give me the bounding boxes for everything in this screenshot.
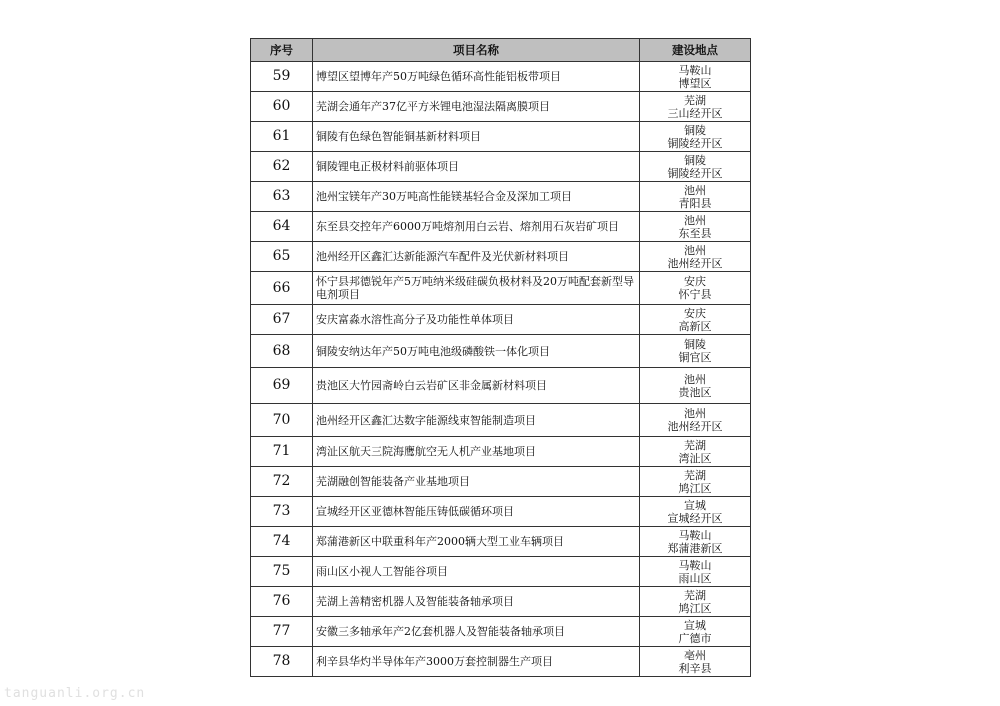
table-row [251, 62, 751, 92]
table-row [251, 587, 751, 617]
row-project-name: 芜湖上善精密机器人及智能装备轴承项目 [313, 587, 640, 617]
table-row [251, 212, 751, 242]
table-row [251, 527, 751, 557]
table-row [251, 242, 751, 272]
location-district: 铜陵经开区 [667, 166, 723, 180]
location-district: 铜陵经开区 [667, 136, 723, 150]
location-city: 马鞍山 [678, 528, 712, 542]
row-project-name: 宣城经开区亚德林智能压铸低碳循环项目 [313, 497, 640, 527]
row-project-name: 池州经开区鑫汇达数字能源线束智能制造项目 [313, 404, 640, 437]
location-city: 芜湖 [684, 588, 706, 602]
row-serial-number: 78 [251, 647, 313, 677]
table-row [251, 557, 751, 587]
location-city: 芜湖 [684, 93, 706, 107]
location-city: 池州 [684, 407, 706, 420]
row-project-name: 怀宁县邦德锐年产5万吨纳米级硅碳负极材料及20万吨配套新型导电剂项目 [313, 272, 640, 305]
row-project-name: 雨山区小视人工智能谷项目 [313, 557, 640, 587]
row-serial-number: 63 [251, 182, 313, 212]
location-city: 安庆 [684, 275, 706, 288]
location-district: 池州经开区 [667, 256, 723, 270]
row-location [640, 437, 751, 467]
row-serial-number: 60 [251, 92, 313, 122]
row-serial-number: 74 [251, 527, 313, 557]
row-project-name: 贵池区大竹园斋岭白云岩矿区非金属新材料项目 [313, 368, 640, 404]
location-district: 博望区 [678, 76, 712, 90]
table-row [251, 335, 751, 368]
row-serial-number: 75 [251, 557, 313, 587]
row-project-name: 博望区望博年产50万吨绿色循环高性能铝板带项目 [313, 62, 640, 92]
row-serial-number: 72 [251, 467, 313, 497]
row-project-name: 利辛县华灼半导体年产3000万套控制器生产项目 [313, 647, 640, 677]
location-district: 三山经开区 [667, 106, 723, 120]
table-row [251, 497, 751, 527]
row-location [640, 527, 751, 557]
row-location [640, 152, 751, 182]
row-project-name: 池州宝镁年产30万吨高性能镁基轻合金及深加工项目 [313, 182, 640, 212]
row-location [640, 182, 751, 212]
row-project-name: 芜湖会通年产37亿平方米锂电池湿法隔离膜项目 [313, 92, 640, 122]
location-city: 芜湖 [684, 468, 706, 482]
row-project-name: 湾沚区航天三院海鹰航空无人机产业基地项目 [313, 437, 640, 467]
row-location [640, 335, 751, 368]
row-serial-number: 59 [251, 62, 313, 92]
location-district: 郑蒲港新区 [667, 541, 723, 555]
location-city: 宣城 [684, 498, 706, 512]
table-row [251, 305, 751, 335]
location-district: 铜官区 [678, 351, 712, 364]
row-location [640, 404, 751, 437]
row-location [640, 587, 751, 617]
row-serial-number: 65 [251, 242, 313, 272]
row-serial-number: 64 [251, 212, 313, 242]
row-serial-number: 61 [251, 122, 313, 152]
row-project-name: 芜湖融创智能装备产业基地项目 [313, 467, 640, 497]
row-serial-number: 77 [251, 617, 313, 647]
location-district: 怀宁县 [678, 288, 712, 301]
row-project-name: 安庆富淼水溶性高分子及功能性单体项目 [313, 305, 640, 335]
table-row [251, 647, 751, 677]
table-row [251, 467, 751, 497]
location-city: 铜陵 [684, 338, 706, 351]
location-city: 宣城 [684, 618, 706, 632]
location-city: 池州 [684, 183, 706, 197]
location-district: 高新区 [678, 319, 712, 333]
row-location [640, 242, 751, 272]
header-serial-number: 序号 [251, 39, 313, 62]
row-project-name: 铜陵安纳达年产50万吨电池级磷酸铁一体化项目 [313, 335, 640, 368]
row-serial-number: 70 [251, 404, 313, 437]
row-project-name: 东至县交控年产6000万吨熔剂用白云岩、熔剂用石灰岩矿项目 [313, 212, 640, 242]
row-project-name: 安徽三多轴承年产2亿套机器人及智能装备轴承项目 [313, 617, 640, 647]
row-serial-number: 76 [251, 587, 313, 617]
location-district: 东至县 [678, 226, 712, 240]
row-project-name: 铜陵有色绿色智能铜基新材料项目 [313, 122, 640, 152]
row-location [640, 62, 751, 92]
location-district: 雨山区 [678, 571, 712, 585]
row-serial-number: 62 [251, 152, 313, 182]
row-location [640, 647, 751, 677]
row-location [640, 92, 751, 122]
row-serial-number: 68 [251, 335, 313, 368]
location-city: 芜湖 [684, 438, 706, 452]
row-serial-number: 73 [251, 497, 313, 527]
table-row [251, 404, 751, 437]
location-city: 亳州 [684, 648, 706, 662]
location-district: 宣城经开区 [667, 511, 723, 525]
location-city: 铜陵 [684, 153, 706, 167]
header-location: 建设地点 [640, 39, 751, 62]
table-row [251, 182, 751, 212]
location-city: 铜陵 [684, 123, 706, 137]
row-serial-number: 71 [251, 437, 313, 467]
row-project-name: 铜陵锂电正极材料前驱体项目 [313, 152, 640, 182]
table-row [251, 437, 751, 467]
location-district: 青阳县 [678, 196, 712, 210]
table-row [251, 368, 751, 404]
row-serial-number: 69 [251, 368, 313, 404]
location-district: 池州经开区 [667, 420, 723, 433]
row-location [640, 212, 751, 242]
location-city: 马鞍山 [678, 63, 712, 77]
row-location [640, 497, 751, 527]
location-city: 池州 [684, 372, 706, 386]
row-location [640, 467, 751, 497]
table-row [251, 152, 751, 182]
table-row [251, 92, 751, 122]
location-city: 安庆 [684, 306, 706, 320]
location-district: 广德市 [678, 631, 712, 645]
row-location [640, 617, 751, 647]
location-district: 贵池区 [678, 385, 712, 399]
row-location [640, 305, 751, 335]
row-location [640, 272, 751, 305]
row-location [640, 557, 751, 587]
table-row [251, 272, 751, 305]
location-city: 池州 [684, 213, 706, 227]
location-city: 马鞍山 [678, 558, 712, 572]
row-project-name: 郑蒲港新区中联重科年产2000辆大型工业车辆项目 [313, 527, 640, 557]
location-district: 鸠江区 [678, 601, 712, 615]
row-location [640, 368, 751, 404]
row-project-name: 池州经开区鑫汇达新能源汽车配件及光伏新材料项目 [313, 242, 640, 272]
table-row [251, 122, 751, 152]
row-serial-number: 66 [251, 272, 313, 305]
location-district: 利辛县 [678, 661, 712, 675]
project-table [250, 38, 751, 677]
site-watermark: tanguanli.org.cn [4, 686, 146, 701]
location-district: 湾沚区 [678, 451, 712, 465]
table-header-row [251, 39, 751, 62]
row-location [640, 122, 751, 152]
row-serial-number: 67 [251, 305, 313, 335]
table-row [251, 617, 751, 647]
location-city: 池州 [684, 243, 706, 257]
location-district: 鸠江区 [678, 481, 712, 495]
header-project-name: 项目名称 [313, 39, 640, 62]
